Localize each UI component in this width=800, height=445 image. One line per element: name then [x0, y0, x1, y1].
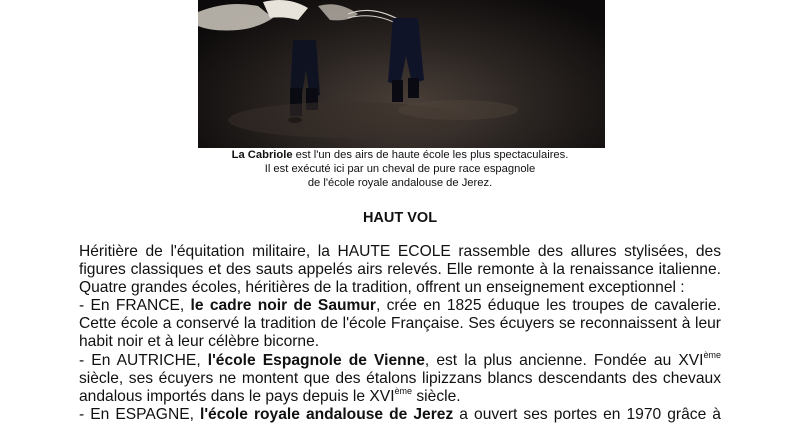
france-prefix: - En FRANCE, — [79, 297, 191, 315]
intro-paragraph: Héritière de l'équitation militaire, la HAUTE ECOLE rassemble des allures stylisées, des figures classiques et des sauts appelés airs relevés. Elle remonte à la renaissance italienne. Quatre grandes écoles, héritières de la tradition, offrent un enseignement exceptionnel : — [79, 243, 721, 297]
spain-school-name: l'école royale andalouse de Jerez — [199, 405, 454, 423]
caption-line-1 — [0, 149, 800, 162]
austria-school-name: l'école Espagnole de Vienne — [207, 351, 425, 369]
spain-text: a ouvert ses portes en 1970 grâce à — [453, 405, 721, 423]
caption-line-1-text: est l'un des airs de haute école les plus spectaculaires. — [292, 149, 569, 161]
france-school-name: le cadre noir de Saumur — [190, 297, 376, 315]
austria-prefix: - En AUTRICHE, — [79, 351, 208, 369]
section-title: HAUT VOL — [362, 210, 438, 226]
caption-line-2: Il est exécuté ici par un cheval de pure race espagnole — [264, 163, 536, 175]
caption-line-3: de l'école royale andalouse de Jerez. — [307, 177, 493, 189]
article-body — [79, 243, 721, 424]
france-paragraph — [79, 297, 721, 351]
austria-text-1: , est la plus ancienne. Fondée au XVI — [424, 351, 704, 369]
france-text: , crée en 1825 éduque les troupes de cavalerie. Cette école a conservé la tradition de l'école Française. Ses écuyers se reconnaissent à leur habit noir et à leur célèbre bicorne. — [79, 297, 721, 351]
austria-sup-1: ème — [703, 349, 721, 360]
austria-text-3: siècle. — [412, 387, 461, 405]
caption-bold-lead: La Cabriole — [231, 149, 293, 161]
horse-riders-illustration — [198, 0, 605, 148]
austria-paragraph — [79, 349, 721, 406]
spain-paragraph — [79, 406, 721, 424]
austria-text-2: siècle, ses écuyers ne montent que des étalons lipizzans blancs descendants des chevaux andalous importés dans le pays depuis le XVI — [79, 369, 721, 405]
austria-sup-2: ème — [394, 385, 413, 396]
spain-prefix: - En ESPAGNE, — [79, 405, 200, 423]
cabriole-photo — [198, 0, 605, 148]
